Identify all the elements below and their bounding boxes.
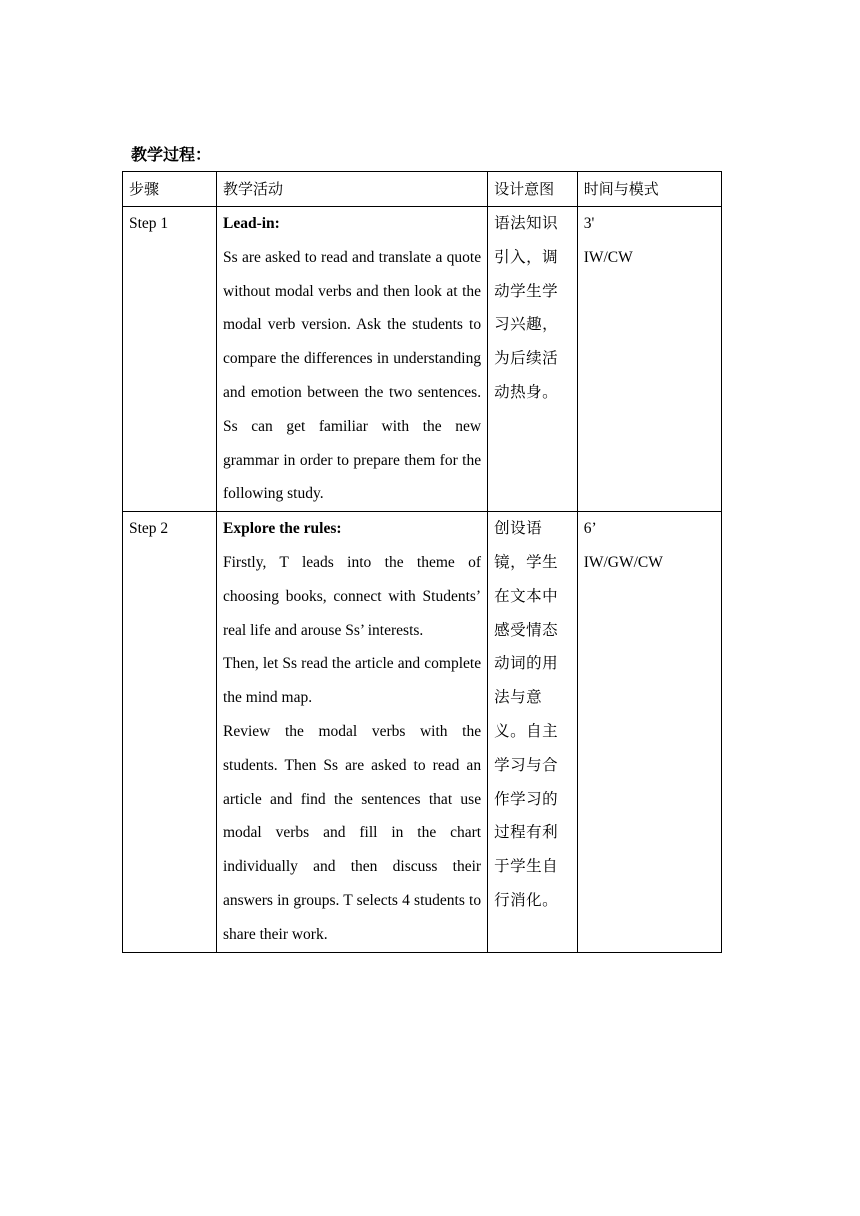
activity-title: Lead-in: — [223, 215, 280, 232]
section-heading: 教学过程： — [131, 145, 212, 164]
time-value: 6’ — [583, 520, 597, 538]
mode-value: IW/CW — [583, 248, 633, 266]
step-cell: Step 2 — [123, 512, 217, 952]
table-row — [123, 512, 722, 952]
mode-value: IW/GW/CW — [583, 553, 663, 571]
activity-cell — [217, 512, 488, 952]
activity-cell — [217, 207, 488, 512]
time-mode-cell — [577, 207, 721, 512]
step-cell: Step 1 — [123, 207, 217, 512]
time-value: 3' — [583, 215, 595, 232]
activity-paragraph: Ss are asked to read and translate a quote without modal verbs and then look at the modal verb version. Ask the students to compare the differences in understanding and emotion between the two sentences. Ss can get familiar with the new grammar in order to prepare them for the following study. — [223, 248, 482, 503]
header-step: 步骤 — [123, 172, 217, 207]
intent-cell: 创设语镜，学生在文本中感受情态动词的用法与意义。自主学习与合作学习的过程有利于学生自行消化。 — [488, 512, 578, 952]
activity-title: Explore the rules: — [223, 520, 342, 538]
teaching-process-table — [122, 171, 722, 953]
table-row — [123, 207, 722, 512]
table-header-row — [123, 172, 722, 207]
activity-paragraph: Firstly, T leads into the theme of choosing books, connect with Students’ real life and arouse Ss’ interests. — [223, 553, 482, 639]
header-activity: 教学活动 — [217, 172, 488, 207]
activity-paragraph: Then, let Ss read the article and complete the mind map. — [223, 655, 482, 707]
activity-paragraph: Review the modal verbs with the students. Then Ss are asked to read an article and find the sentences that use modal verbs and fill in the chart individually and then discuss their answers in groups. T selects 4 students to share their work. — [223, 722, 482, 943]
time-mode-cell — [577, 512, 721, 952]
header-time-mode: 时间与模式 — [577, 172, 721, 207]
header-intent: 设计意图 — [488, 172, 578, 207]
intent-cell: 语法知识引入，调动学生学习兴趣，为后续活动热身。 — [488, 207, 578, 512]
